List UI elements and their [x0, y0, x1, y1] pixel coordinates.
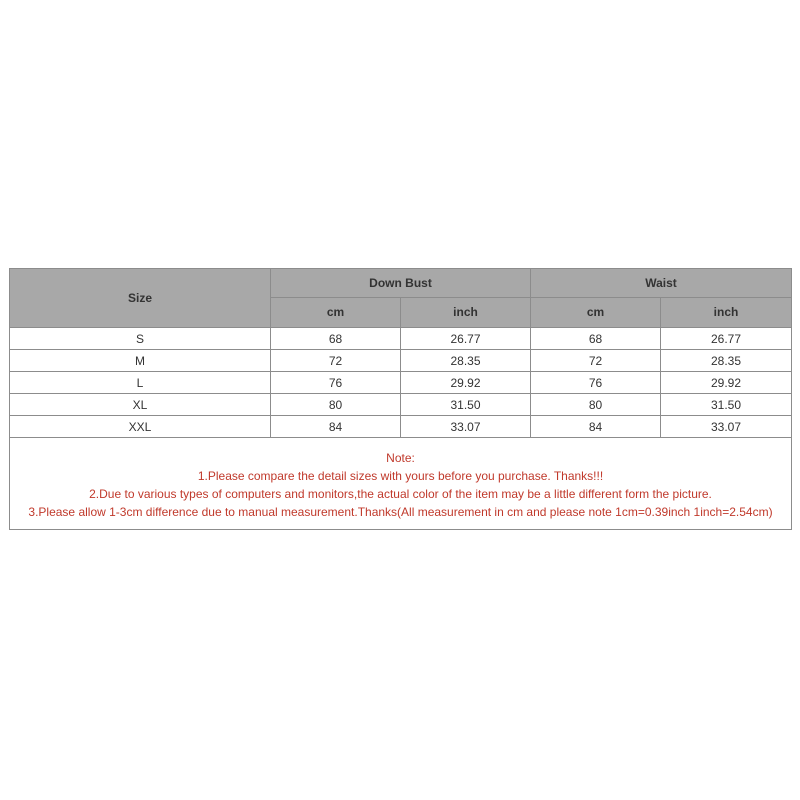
bust-inch-cell: 33.07 [401, 416, 531, 438]
unit-header-waist-cm: cm [531, 297, 661, 327]
bust-cm-cell: 76 [271, 372, 401, 394]
bust-inch-cell: 29.92 [401, 372, 531, 394]
size-cell: L [10, 372, 271, 394]
table-row [10, 328, 792, 350]
waist-cm-cell: 76 [531, 372, 661, 394]
table-row [10, 372, 792, 394]
unit-header-waist-inch: inch [661, 297, 792, 327]
table-row [10, 350, 792, 372]
note-line-3: 3.Please allow 1-3cm difference due to manual measurement.Thanks(All measurement in cm and please note 1cm=0.39inch 1inch=2.54cm) [28, 504, 773, 519]
unit-header-bust-inch: inch [401, 297, 531, 327]
bust-inch-cell: 31.50 [401, 394, 531, 416]
bust-cm-cell: 72 [271, 350, 401, 372]
note-line-1: 1.Please compare the detail sizes with yours before you purchase. Thanks!!! [197, 468, 604, 483]
waist-inch-cell: 29.92 [661, 372, 792, 394]
waist-cm-cell: 68 [531, 328, 661, 350]
bust-cm-cell: 80 [271, 394, 401, 416]
size-cell: M [10, 350, 271, 372]
note-title: Note: [386, 450, 415, 465]
waist-inch-cell: 33.07 [661, 416, 792, 438]
header-row-groups [10, 269, 792, 298]
size-cell: S [10, 328, 271, 350]
waist-cm-cell: 84 [531, 416, 661, 438]
notes-row [10, 438, 792, 530]
waist-inch-cell: 31.50 [661, 394, 792, 416]
down-bust-header: Down Bust [271, 269, 531, 298]
unit-header-bust-cm: cm [271, 297, 401, 327]
bust-inch-cell: 26.77 [401, 328, 531, 350]
waist-cm-cell: 80 [531, 394, 661, 416]
size-chart-table [9, 268, 792, 530]
size-column-header: Size [10, 269, 271, 328]
bust-inch-cell: 28.35 [401, 350, 531, 372]
bust-cm-cell: 68 [271, 328, 401, 350]
size-cell: XXL [10, 416, 271, 438]
table-row [10, 394, 792, 416]
waist-inch-cell: 26.77 [661, 328, 792, 350]
bust-cm-cell: 84 [271, 416, 401, 438]
waist-cm-cell: 72 [531, 350, 661, 372]
note-line-2: 2.Due to various types of computers and monitors,the actual color of the item may be a little different form the picture. [89, 486, 712, 501]
size-cell: XL [10, 394, 271, 416]
waist-inch-cell: 28.35 [661, 350, 792, 372]
notes-cell [10, 438, 792, 530]
table-row [10, 416, 792, 438]
waist-header: Waist [531, 269, 792, 298]
